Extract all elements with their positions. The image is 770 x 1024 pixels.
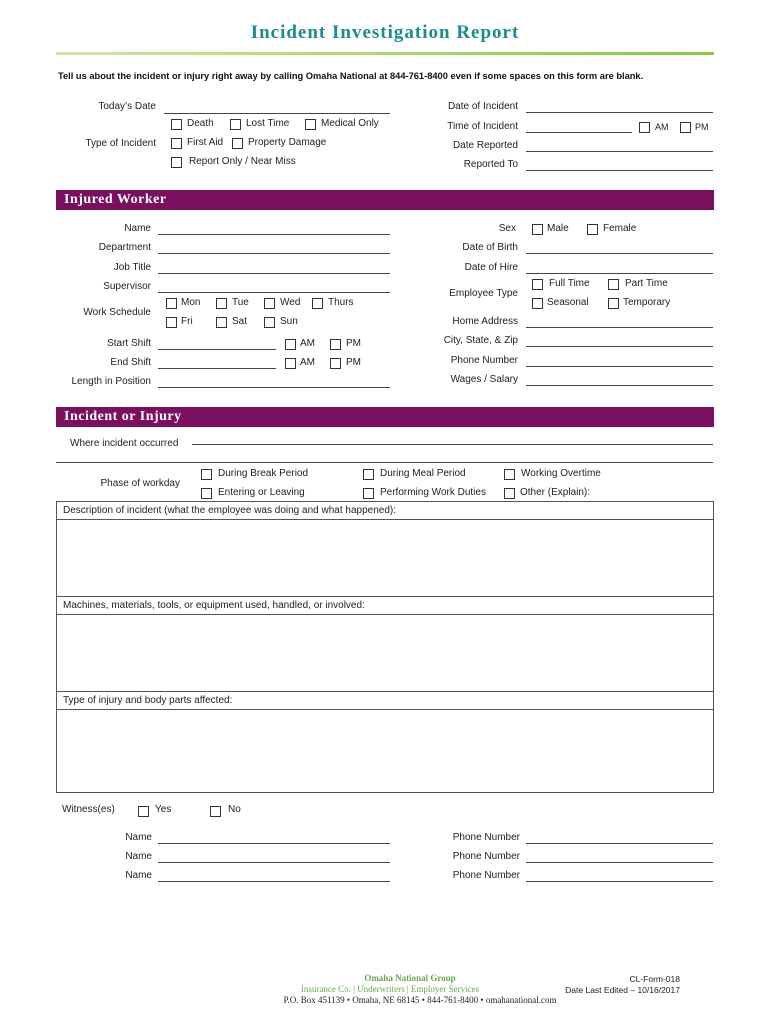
meal-period-checkbox[interactable] xyxy=(363,469,374,480)
form-id: CL-Form-018 xyxy=(629,974,680,984)
date-reported-field[interactable] xyxy=(526,151,713,152)
mon-checkbox[interactable] xyxy=(166,298,177,309)
death-checkbox[interactable] xyxy=(171,119,182,130)
footer-company xyxy=(260,973,560,983)
witness-1-phone-field[interactable] xyxy=(526,843,713,844)
length-in-position-field[interactable] xyxy=(158,387,390,388)
sun-checkbox[interactable] xyxy=(264,317,275,328)
worker-name-label: Name xyxy=(124,223,151,234)
date-of-hire-label: Date of Hire xyxy=(464,262,518,273)
thurs-checkbox[interactable] xyxy=(312,298,323,309)
work-duties-checkbox[interactable] xyxy=(363,488,374,499)
supervisor-field[interactable] xyxy=(158,292,390,293)
witness-2-name-field[interactable] xyxy=(158,862,390,863)
incident-pm-label: PM xyxy=(695,122,709,132)
todays-date-field[interactable] xyxy=(164,113,390,114)
department-field[interactable] xyxy=(158,253,390,254)
length-in-position-label: Length in Position xyxy=(71,376,151,387)
end-pm-label: PM xyxy=(346,357,361,368)
end-pm-checkbox[interactable] xyxy=(330,358,341,369)
meal-period-label: During Meal Period xyxy=(380,468,466,479)
witness-3-phone-label: Phone Number xyxy=(452,870,520,881)
incident-injury-header: Incident or Injury xyxy=(56,407,714,427)
job-title-field[interactable] xyxy=(158,273,390,274)
intro-text: Tell us about the incident or injury right away by calling Omaha National at 844-761-8400 even if some spaces on this form are blank. xyxy=(58,71,644,81)
witness-3-name-label: Name xyxy=(125,870,152,881)
part-time-checkbox[interactable] xyxy=(608,279,619,290)
full-time-checkbox[interactable] xyxy=(532,279,543,290)
witness-3-phone-field[interactable] xyxy=(526,881,713,882)
seasonal-checkbox[interactable] xyxy=(532,298,543,309)
wed-label: Wed xyxy=(280,297,301,308)
wed-checkbox[interactable] xyxy=(264,298,275,309)
end-shift-label: End Shift xyxy=(110,357,151,368)
other-label: Other (Explain): xyxy=(520,487,591,498)
witness-2-name-label: Name xyxy=(125,851,152,862)
footer-address: P.O. Box 451139 • Omaha, NE 68145 • 844-761-8400 • omahanational.com xyxy=(283,995,557,1005)
break-period-checkbox[interactable] xyxy=(201,469,212,480)
time-of-incident-field[interactable] xyxy=(526,132,632,133)
male-label: Male xyxy=(547,223,569,234)
date-of-birth-label: Date of Birth xyxy=(462,242,518,253)
fri-label: Fri xyxy=(181,316,193,327)
other-checkbox[interactable] xyxy=(504,488,515,499)
end-am-label: AM xyxy=(300,357,315,368)
sat-label: Sat xyxy=(232,316,248,327)
male-checkbox[interactable] xyxy=(532,224,543,235)
temporary-checkbox[interactable] xyxy=(608,298,619,309)
medical-only-checkbox[interactable] xyxy=(305,119,316,130)
date-of-hire-field[interactable] xyxy=(526,273,713,274)
wages-salary-label: Wages / Salary xyxy=(450,374,518,385)
temporary-label: Temporary xyxy=(623,297,671,308)
start-am-checkbox[interactable] xyxy=(285,339,296,350)
title-divider xyxy=(56,52,714,55)
start-pm-label: PM xyxy=(346,338,361,349)
injured-worker-header: Injured Worker xyxy=(56,190,714,210)
sun-label: Sun xyxy=(280,316,298,327)
injury-field[interactable] xyxy=(57,710,713,780)
female-checkbox[interactable] xyxy=(587,224,598,235)
witnesses-label: Witness(es) xyxy=(62,804,115,815)
injury-label: Type of injury and body parts affected: xyxy=(57,691,713,710)
worker-name-field[interactable] xyxy=(158,234,390,235)
where-occurred-label: Where incident occurred xyxy=(70,438,179,449)
reported-to-field[interactable] xyxy=(526,170,713,171)
sex-label: Sex xyxy=(498,223,516,234)
tue-label: Tue xyxy=(232,297,249,308)
near-miss-label: Report Only / Near Miss xyxy=(189,156,296,167)
witness-no-checkbox[interactable] xyxy=(210,806,221,817)
lost-time-label: Lost Time xyxy=(246,118,290,129)
full-time-label: Full Time xyxy=(549,278,590,289)
start-am-label: AM xyxy=(300,338,315,349)
witness-1-phone-label: Phone Number xyxy=(452,832,520,843)
sat-checkbox[interactable] xyxy=(216,317,227,328)
date-of-incident-label: Date of Incident xyxy=(447,101,518,112)
date-reported-label: Date Reported xyxy=(452,140,518,151)
end-am-checkbox[interactable] xyxy=(285,358,296,369)
work-duties-label: Performing Work Duties xyxy=(380,487,486,498)
death-label: Death xyxy=(187,118,214,129)
overtime-checkbox[interactable] xyxy=(504,469,515,480)
mon-label: Mon xyxy=(181,297,201,308)
near-miss-checkbox[interactable] xyxy=(171,157,182,168)
footer-company-text: Omaha National Group xyxy=(364,973,456,983)
where-occurred-field-2[interactable] xyxy=(56,462,713,463)
reported-to-label: Reported To xyxy=(463,159,518,170)
description-label: Description of incident (what the employee was doing and what happened): xyxy=(57,502,713,520)
witness-1-name-field[interactable] xyxy=(158,843,390,844)
incident-pm-checkbox[interactable] xyxy=(680,122,691,133)
supervisor-label: Supervisor xyxy=(103,281,151,292)
machines-field[interactable] xyxy=(57,615,713,691)
date-of-birth-field[interactable] xyxy=(526,253,713,254)
property-damage-label: Property Damage xyxy=(248,137,327,148)
female-label: Female xyxy=(603,223,637,234)
worker-phone-label: Phone Number xyxy=(450,355,518,366)
incident-am-label: AM xyxy=(655,122,669,132)
department-label: Department xyxy=(98,242,151,253)
witness-2-phone-label: Phone Number xyxy=(452,851,520,862)
first-aid-checkbox[interactable] xyxy=(171,138,182,149)
lost-time-checkbox[interactable] xyxy=(230,119,241,130)
tue-checkbox[interactable] xyxy=(216,298,227,309)
city-state-zip-field[interactable] xyxy=(526,346,713,347)
entering-leaving-label: Entering or Leaving xyxy=(218,487,305,498)
wages-salary-field[interactable] xyxy=(526,385,713,386)
witness-1-name-label: Name xyxy=(125,832,152,843)
description-field[interactable] xyxy=(57,520,713,596)
property-damage-checkbox[interactable] xyxy=(232,138,243,149)
work-schedule-label: Work Schedule xyxy=(83,307,151,318)
witness-2-phone-field[interactable] xyxy=(526,862,713,863)
seasonal-label: Seasonal xyxy=(547,297,589,308)
employee-type-label: Employee Type xyxy=(449,288,518,299)
worker-phone-field[interactable] xyxy=(526,366,713,367)
fri-checkbox[interactable] xyxy=(166,317,177,328)
date-of-incident-field[interactable] xyxy=(526,112,713,113)
entering-leaving-checkbox[interactable] xyxy=(201,488,212,499)
medical-only-label: Medical Only xyxy=(321,118,379,129)
type-of-incident-label: Type of Incident xyxy=(85,138,156,149)
city-state-zip-label: City, State, & Zip xyxy=(443,335,518,346)
start-shift-field[interactable] xyxy=(158,349,276,350)
job-title-label: Job Title xyxy=(113,262,151,273)
home-address-field[interactable] xyxy=(526,327,713,328)
phase-of-workday-label: Phase of workday xyxy=(100,478,180,489)
date-last-edited: Date Last Edited – 10/16/2017 xyxy=(565,985,680,995)
end-shift-field[interactable] xyxy=(158,368,276,369)
page-title: Incident Investigation Report xyxy=(250,22,520,43)
start-pm-checkbox[interactable] xyxy=(330,339,341,350)
time-of-incident-label: Time of Incident xyxy=(447,121,518,132)
narrative-box xyxy=(56,501,714,793)
witness-yes-label: Yes xyxy=(155,804,172,815)
home-address-label: Home Address xyxy=(452,316,518,327)
footer-tagline: Insurance Co. | Underwriters | Employer Services xyxy=(300,984,480,994)
break-period-label: During Break Period xyxy=(218,468,309,479)
todays-date-label: Today’s Date xyxy=(98,101,156,112)
witness-no-label: No xyxy=(228,804,241,815)
start-shift-label: Start Shift xyxy=(107,338,151,349)
overtime-label: Working Overtime xyxy=(521,468,601,479)
where-occurred-field[interactable] xyxy=(192,444,713,445)
first-aid-label: First Aid xyxy=(187,137,224,148)
part-time-label: Part Time xyxy=(625,278,668,289)
machines-label: Machines, materials, tools, or equipment used, handled, or involved: xyxy=(57,596,713,615)
witness-3-name-field[interactable] xyxy=(158,881,390,882)
thurs-label: Thurs xyxy=(328,297,354,308)
witness-yes-checkbox[interactable] xyxy=(138,806,149,817)
incident-am-checkbox[interactable] xyxy=(639,122,650,133)
